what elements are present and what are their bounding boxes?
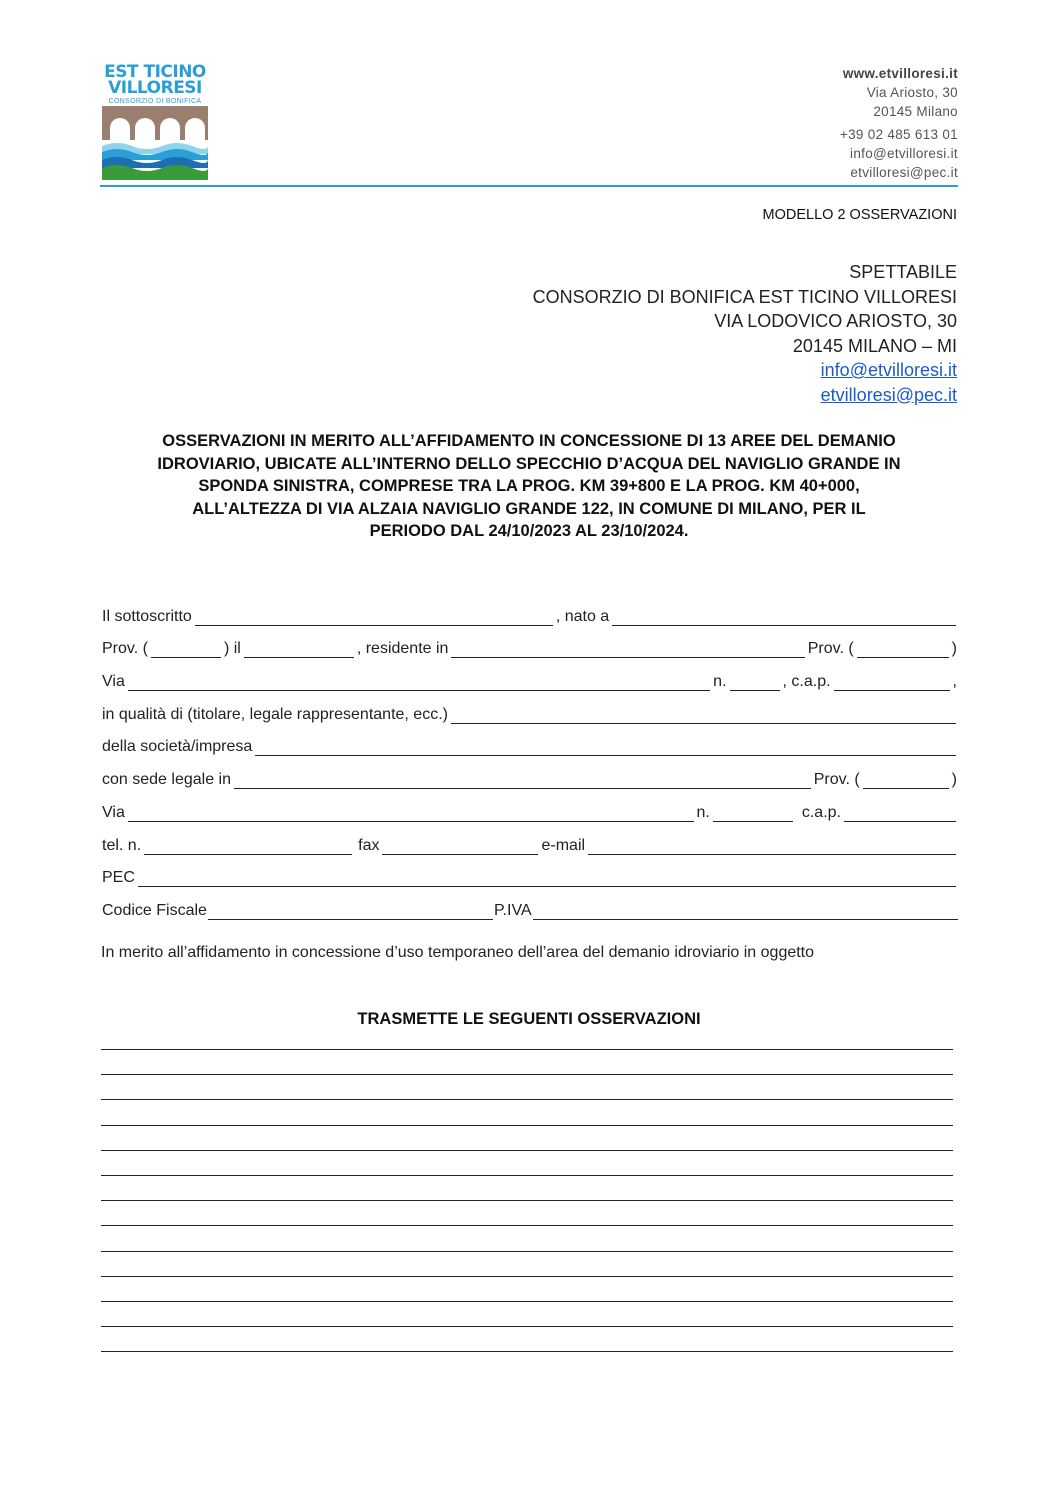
label-cap-seat: c.a.p. — [801, 803, 841, 821]
field-pec[interactable] — [138, 868, 956, 887]
label-prov-residence: Prov. ( — [807, 640, 854, 658]
label-il: ) il — [223, 640, 241, 658]
addressee-pec-link[interactable]: etvilloresi@pec.it — [820, 384, 957, 405]
website-link[interactable]: www.etvilloresi.it — [842, 66, 958, 81]
addressee-block — [533, 260, 957, 407]
contact-email[interactable]: info@etvilloresi.it — [850, 146, 958, 161]
label-sede-legale: con sede legale in — [102, 771, 231, 789]
consortium-logo — [100, 62, 210, 180]
field-residence[interactable] — [451, 639, 804, 658]
field-phone[interactable] — [144, 836, 352, 855]
form-row-address — [101, 658, 958, 691]
field-seat-number[interactable] — [713, 803, 793, 822]
field-birthplace[interactable] — [612, 607, 956, 626]
city-address: 20145 Milano — [873, 104, 958, 119]
field-role[interactable] — [451, 705, 956, 724]
field-email[interactable] — [588, 836, 956, 855]
form-row-name — [101, 593, 958, 626]
contact-block — [840, 64, 958, 182]
field-birth-date[interactable] — [244, 639, 354, 658]
addressee-email-link[interactable]: info@etvilloresi.it — [820, 360, 957, 380]
field-street[interactable] — [128, 672, 710, 691]
addressee-line1: SPETTABILE — [849, 262, 957, 282]
label-societa: della società/impresa — [102, 738, 253, 756]
field-fax[interactable] — [382, 836, 538, 855]
observation-line[interactable] — [101, 1150, 953, 1175]
label-close-paren: ) — [951, 640, 957, 658]
bridge-water-emblem — [100, 106, 210, 182]
observations-heading: TRASMETTE LE SEGUENTI OSSERVAZIONI — [357, 1010, 701, 1028]
label-pec: PEC — [102, 869, 135, 887]
model-label: MODELLO 2 OSSERVAZIONI — [762, 207, 957, 223]
observation-line[interactable] — [101, 1099, 953, 1124]
applicant-form — [101, 593, 958, 920]
document-title — [100, 430, 958, 543]
form-row-pec — [101, 855, 958, 888]
label-via: Via — [102, 673, 125, 691]
label-tel: tel. n. — [102, 836, 142, 854]
observation-line[interactable] — [101, 1301, 953, 1326]
label-comma: , — [952, 673, 957, 691]
title-line2: IDROVIARIO, UBICATE ALL’INTERNO DELLO SPECCHIO D’ACQUA DEL NAVIGLIO GRANDE IN — [157, 454, 901, 473]
field-tax-code[interactable] — [208, 901, 493, 920]
field-vat-number[interactable] — [533, 901, 958, 920]
intro-paragraph: In merito all’affidamento in concessione d’uso temporaneo dell’area del demanio idroviario in oggetto — [101, 944, 815, 961]
form-row-seat-address — [101, 789, 958, 822]
form-row-role — [101, 691, 958, 724]
form-row-contacts — [101, 822, 958, 855]
field-seat-street[interactable] — [128, 803, 694, 822]
observation-line[interactable] — [101, 1251, 953, 1276]
observation-line[interactable] — [101, 1351, 953, 1376]
observation-line[interactable] — [101, 1326, 953, 1351]
label-n-seat: n. — [696, 803, 710, 821]
addressee-line2: CONSORZIO DI BONIFICA EST TICINO VILLORESI — [532, 286, 957, 307]
title-line4: ALL’ALTEZZA DI VIA ALZAIA NAVIGLIO GRANDE 122, IN COMUNE DI MILANO, PER IL — [192, 499, 866, 518]
label-nato-a: , nato a — [555, 607, 610, 625]
observation-line[interactable] — [101, 1125, 953, 1150]
addressee-line3: VIA LODOVICO ARIOSTO, 30 — [714, 311, 957, 331]
title-line1: OSSERVAZIONI IN MERITO ALL’AFFIDAMENTO IN CONCESSIONE DI 13 AREE DEL DEMANIO — [162, 432, 896, 450]
form-row-company — [101, 724, 958, 757]
contact-pec[interactable]: etvilloresi@pec.it — [850, 165, 958, 180]
label-codice-fiscale: Codice Fiscale — [102, 901, 207, 919]
form-row-legal-seat — [101, 756, 958, 789]
label-prov: Prov. ( — [102, 640, 148, 658]
title-line3: SPONDA SINISTRA, COMPRESE TRA LA PROG. KM 39+800 E LA PROG. KM 40+000, — [198, 477, 860, 495]
label-piva: P.IVA — [493, 901, 532, 919]
logo-text-line3: CONSORZIO DI BONIFICA — [108, 98, 202, 105]
field-postal-code[interactable] — [834, 672, 950, 691]
phone-number: +39 02 485 613 01 — [839, 127, 958, 142]
field-birth-prov[interactable] — [151, 639, 221, 658]
form-row-birth — [101, 626, 958, 659]
field-seat-prov[interactable] — [863, 770, 949, 789]
label-residente-in: , residente in — [356, 640, 449, 658]
logo-text-line1: EST TICINO — [104, 62, 206, 82]
observations-area[interactable] — [101, 1049, 953, 1376]
field-legal-seat[interactable] — [234, 770, 811, 789]
observation-line[interactable] — [101, 1074, 953, 1099]
label-n: n. — [713, 673, 727, 691]
field-seat-postal-code[interactable] — [844, 803, 956, 822]
observation-line[interactable] — [101, 1049, 953, 1074]
label-email: e-mail — [541, 836, 586, 854]
field-residence-prov[interactable] — [857, 639, 949, 658]
label-via-seat: Via — [102, 803, 125, 821]
logo-text-line2: VILLORESI — [108, 78, 202, 98]
label-fax: fax — [358, 836, 380, 854]
observation-line[interactable] — [101, 1276, 953, 1301]
form-row-tax — [101, 887, 958, 920]
label-cap: , c.a.p. — [782, 673, 831, 691]
observation-line[interactable] — [101, 1225, 953, 1250]
label-qualita: in qualità di (titolare, legale rappresentante, ecc.) — [102, 705, 448, 723]
addressee-line4: 20145 MILANO – MI — [792, 335, 957, 356]
title-line5: PERIODO DAL 24/10/2023 AL 23/10/2024. — [369, 522, 689, 540]
street-address: Via Ariosto, 30 — [866, 85, 958, 100]
label-prov-seat: Prov. ( — [813, 771, 860, 789]
field-street-number[interactable] — [730, 672, 780, 691]
header-divider — [100, 185, 958, 187]
field-name[interactable] — [195, 607, 553, 626]
label-sottoscritto: Il sottoscritto — [102, 607, 192, 625]
observation-line[interactable] — [101, 1175, 953, 1200]
field-company[interactable] — [255, 737, 956, 756]
observation-line[interactable] — [101, 1200, 953, 1225]
label-close-paren-seat: ) — [951, 771, 957, 789]
